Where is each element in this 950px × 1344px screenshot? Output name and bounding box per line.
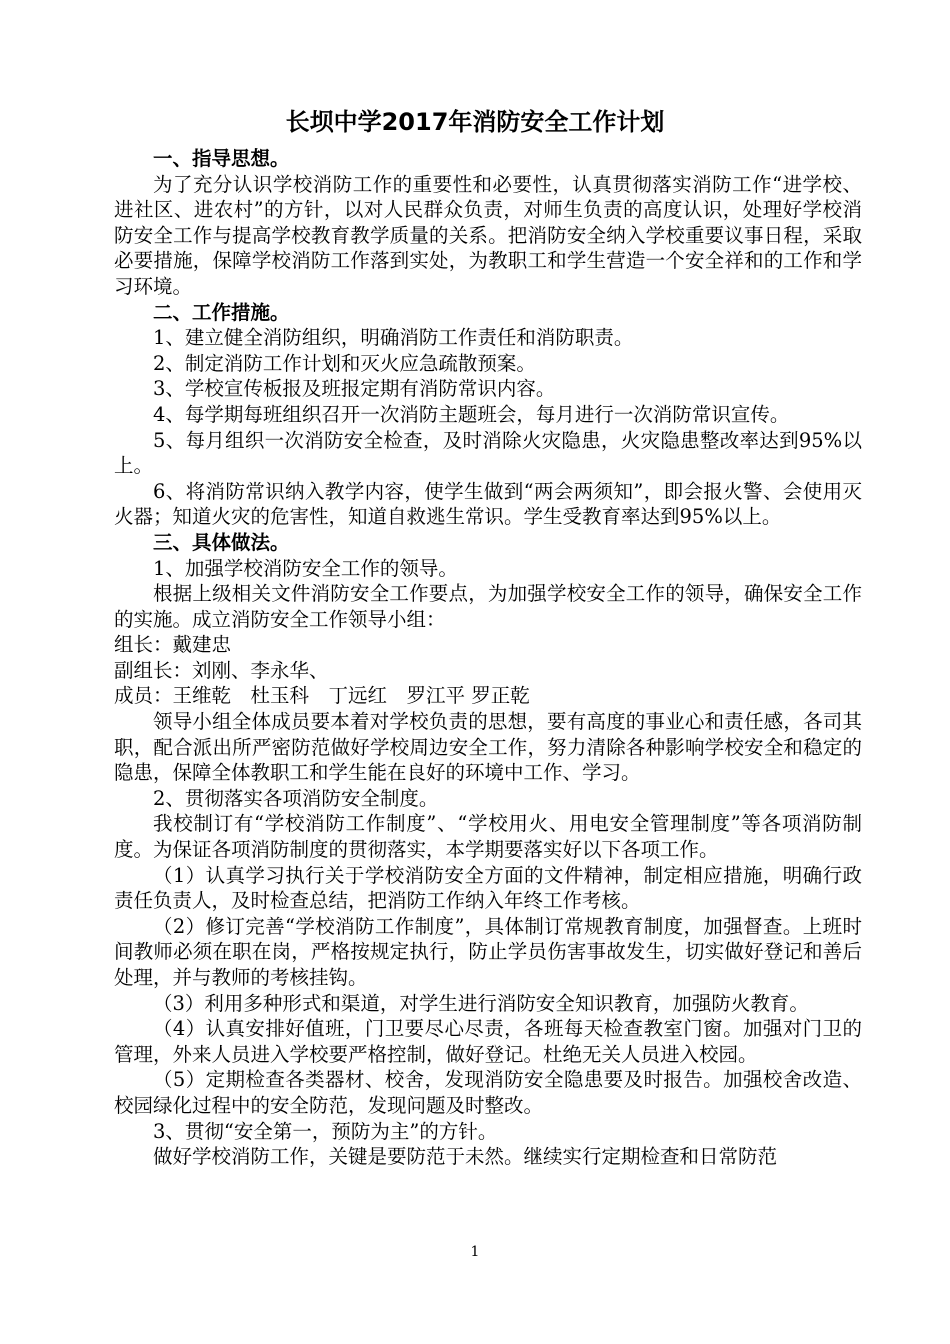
section-heading: 一、指导思想。 <box>153 147 290 170</box>
body-paragraph: 副组长：刘刚、李永华、 <box>114 658 329 682</box>
page-number: 1 <box>470 1244 480 1260</box>
body-paragraph: 成员：王维乾 杜玉科 丁远红 罗江平 罗正乾 <box>114 684 530 708</box>
body-paragraph: 1、加强学校消防安全工作的领导。 <box>153 556 458 580</box>
body-paragraph: （1）认真学习执行关于学校消防安全方面的文件精神，制定相应措施，明确行政责任负责人，及时检查总结，把消防工作纳入年终工作考核。 <box>114 863 862 913</box>
body-paragraph: （2）修订完善“学校消防工作制度”，具体制订常规教育制度，加强督查。上班时间教师必须在职在岗，严格按规定执行，防止学员伤害事故发生，切实做好登记和善后处理，并与教师的考核挂钩。 <box>114 914 862 989</box>
body-paragraph: 我校制订有“学校消防工作制度”、“学校用火、用电安全管理制度”等各项消防制度。为保证各项消防制度的贯彻落实，本学期要落实好以下各项工作。 <box>114 812 862 862</box>
body-paragraph: 做好学校消防工作，关键是要防范于未然。继续实行定期检查和日常防范 <box>153 1145 778 1169</box>
section-heading: 三、具体做法。 <box>153 530 290 554</box>
body-paragraph: 2、制定消防工作计划和灭火应急疏散预案。 <box>153 351 536 375</box>
document-title: 长坝中学2017年消防安全工作计划 <box>285 108 665 136</box>
body-paragraph: 4、每学期每班组织召开一次消防主题班会，每月进行一次消防常识宣传。 <box>153 402 790 426</box>
document-body <box>114 146 862 1170</box>
body-paragraph: （5）定期检查各类器材、校舍，发现消防安全隐患要及时报告。加强校舍改造、校园绿化过程中的安全防范，发现问题及时整改。 <box>114 1068 862 1117</box>
body-paragraph: （3）利用多种形式和渠道，对学生进行消防安全知识教育，加强防火教育。 <box>153 991 809 1015</box>
body-paragraph: （4）认真安排好值班，门卫要尽心尽责，各班每天检查教室门窗。加强对门卫的管理，外来人员进入学校要严格控制，做好登记。杜绝无关人员进入校园。 <box>114 1017 862 1066</box>
body-paragraph: 1、建立健全消防组织，明确消防工作责任和消防职责。 <box>153 326 634 350</box>
body-paragraph: 6、将消防常识纳入教学内容，使学生做到“两会两须知”，即会报火警、会使用灭火器；知道火灾的危害性，知道自救逃生常识。学生受教育率达到95%以上。 <box>114 479 862 529</box>
body-paragraph: 为了充分认识学校消防工作的重要性和必要性，认真贯彻落实消防工作“进学校、进社区、进农村”的方针，以对人民群众负责，对师生负责的高度认识，处理好学校消防安全工作与提高学校教育教学质量的关系。把消防安全纳入学校重要议事日程，采取必要措施，保障学校消防工作落到实处，为教职工和学生营造一个安全祥和的工作和学习环境。 <box>114 172 862 298</box>
body-paragraph: 组长：戴建忠 <box>114 633 232 657</box>
body-paragraph: 3、学校宣传板报及班报定期有消防常识内容。 <box>153 377 556 401</box>
body-paragraph: 领导小组全体成员要本着对学校负责的思想，要有高度的事业心和责任感，各司其职，配合派出所严密防范做好学校周边安全工作，努力清除各种影响学校安全和稳定的隐患，保障全体教职工和学生能在良好的环境中工作、学习。 <box>114 710 862 785</box>
body-paragraph: 3、贯彻“安全第一，预防为主”的方针。 <box>153 1119 498 1143</box>
section-heading: 二、工作措施。 <box>153 300 290 324</box>
body-paragraph: 根据上级相关文件消防安全工作要点，为加强学校安全工作的领导，确保安全工作的实施。成立消防安全工作领导小组： <box>114 582 862 631</box>
body-paragraph: 5、每月组织一次消防安全检查，及时消除火灾隐患，火灾隐患整改率达到95%以上。 <box>114 428 862 478</box>
body-paragraph: 2、贯彻落实各项消防安全制度。 <box>153 786 439 810</box>
